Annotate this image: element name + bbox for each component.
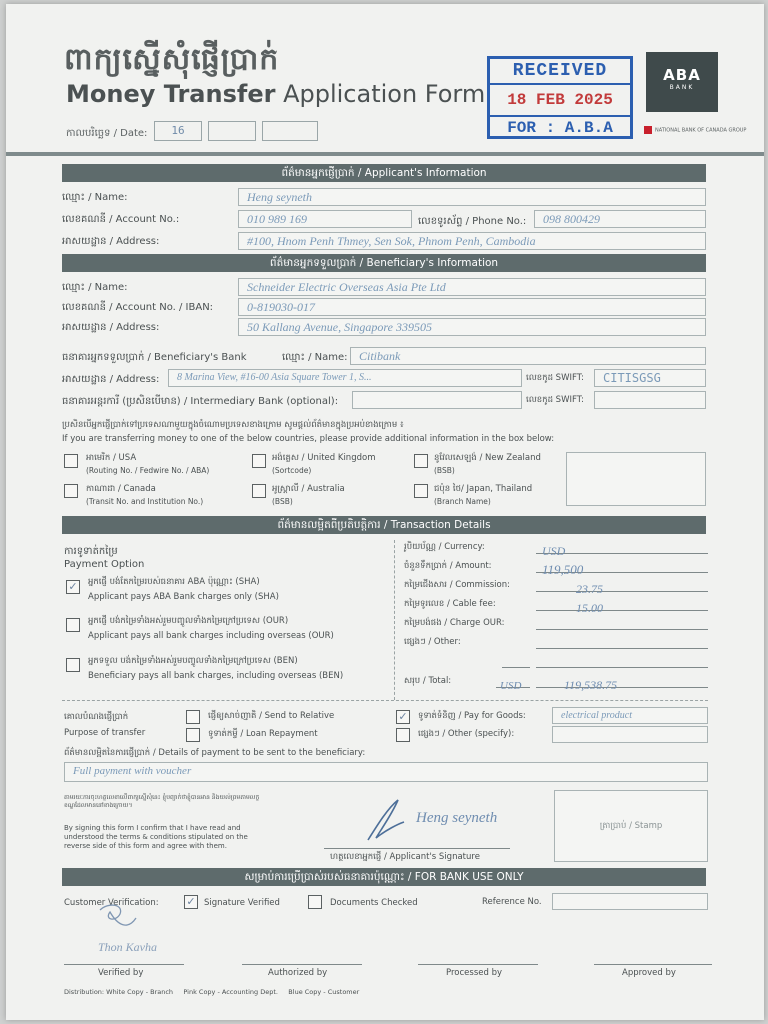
applicant-phone-label: លេខទូរស័ព្ទ / Phone No.: <box>418 216 527 227</box>
aba-logo: ABA BANK <box>646 52 718 112</box>
blank-currency-line <box>502 654 530 668</box>
bank-name-field[interactable]: Citibank <box>350 347 706 365</box>
cable-fee-field[interactable]: 15.00 <box>536 597 708 611</box>
officer-name: Thon Kavha <box>98 940 158 954</box>
ben-checkbox[interactable] <box>66 658 80 672</box>
pay-goods-label: ទូទាត់ទំនិញ / Pay for Goods: <box>418 711 526 721</box>
australia-checkbox[interactable] <box>252 484 266 498</box>
currency-label: រូបិយប័ណ្ណ / Currency: <box>404 542 485 552</box>
consent-kh-text: តាមរយៈការចុះហត្ថលេខាលើពាក្យស្នើសុំនេះ ខ្ញុំបញ្ជាក់ថាខ្ញុំបានអាន និងយល់ព្រមតាមលក្ខខណ្ឌដែលមាននៅខាងក្រោយ។ <box>64 794 260 809</box>
send-relative-label: ផ្ញើឲ្យសាច់ញាតិ / Send to Relative <box>208 711 335 721</box>
sha-label: Applicant pays ABA Bank charges only (SHA) <box>88 592 279 602</box>
japan-thailand-sub-label: (Branch Name) <box>434 497 491 506</box>
beneficiary-address-field[interactable]: 50 Kallang Avenue, Singapore 339505 <box>238 318 706 336</box>
date-year-field[interactable] <box>262 121 318 141</box>
applicant-signature-name: Heng seyneth <box>416 810 498 826</box>
our-kh-label: អ្នកផ្ញើ បង់កម្រៃទាំងអស់រួមបញ្ចូលទាំងកម្រៃក្រៅប្រទេស (OUR) <box>88 616 289 626</box>
applicant-section-header: ព័ត៌មានអ្នកផ្ញើប្រាក់ / Applicant's Information <box>62 164 706 182</box>
approved-by-label: Approved by <box>622 968 676 978</box>
ben-label: Beneficiary pays all bank charges, including overseas (BEN) <box>88 671 344 681</box>
other-purpose-checkbox[interactable] <box>396 728 410 742</box>
nbc-logo-icon <box>644 126 652 134</box>
distribution-note: Distribution: White Copy - Branch Pink Copy - Accounting Dept. Blue Copy - Customer <box>64 988 360 996</box>
other-purpose-field[interactable] <box>552 726 708 743</box>
applicant-name-label: ឈ្មោះ / Name: <box>62 192 128 203</box>
amount-field[interactable]: 119,500 <box>536 559 708 573</box>
processed-by-label: Processed by <box>446 968 502 978</box>
commission-label: កម្រៃជើងសារ / Commission: <box>404 580 510 590</box>
officer-signature-scribble <box>94 900 150 936</box>
intermediary-field[interactable] <box>352 391 522 409</box>
stamp-box[interactable]: ត្រាប្រាប់ / Stamp <box>554 790 708 862</box>
payment-details-label: ព័ត៌មានលម្អិតនៃការផ្ញើប្រាក់ / Details of payment to be sent to the beneficiary: <box>64 748 366 758</box>
loan-repayment-checkbox[interactable] <box>186 728 200 742</box>
charge-our-label: កម្រៃបង់ផង / Charge OUR: <box>404 618 505 628</box>
purpose-divider <box>62 700 708 701</box>
other-fee-label: ផ្សេងៗ / Other: <box>404 637 461 647</box>
usa-checkbox[interactable] <box>64 454 78 468</box>
intermediary-label: ធនាគារអន្តរការី (ប្រសិនបើមាន) / Intermediary Bank (optional): <box>62 396 339 407</box>
bank-address-field[interactable]: 8 Marina View, #16-00 Asia Square Tower 1, S... <box>168 369 522 387</box>
received-stamp: RECEIVED 18 FEB 2025 FOR : A.B.A <box>487 56 633 139</box>
canada-checkbox[interactable] <box>64 484 78 498</box>
loan-repayment-label: ទូទាត់កម្ចី / Loan Repayment <box>208 729 318 739</box>
countries-intro-kh: ប្រសិនបើអ្នកផ្ញើប្រាក់ទៅប្រទេសណាមួយក្នុងចំណោមប្រទេសខាងក្រោម សូមផ្តល់ព័ត៌មានក្នុងប្រអប់ខាងក្រោម ៖ <box>62 420 404 430</box>
application-form <box>6 4 764 1020</box>
bank-name-label: ឈ្មោះ / Name: <box>282 352 348 363</box>
authorized-by-label: Authorized by <box>268 968 328 978</box>
verified-by-line[interactable] <box>64 964 184 965</box>
bank-use-section-header: សម្រាប់ការប្រើប្រាស់របស់ធនាគារប៉ុណ្ណោះ / FOR BANK USE ONLY <box>62 868 706 886</box>
beneficiary-section-header: ព័ត៌មានអ្នកទទួលប្រាក់ / Beneficiary's Information <box>62 254 706 272</box>
signature-verified-label: Signature Verified <box>204 898 280 908</box>
australia-sub-label: (BSB) <box>272 497 293 506</box>
japan-thailand-checkbox[interactable] <box>414 484 428 498</box>
nbc-group-label: NATIONAL BANK OF CANADA GROUP <box>644 126 746 134</box>
applicant-address-field[interactable]: #100, Hnom Penh Thmey, Sen Sok, Phnom Penh, Cambodia <box>238 232 706 250</box>
swift-field[interactable]: CITISGSG <box>594 369 706 387</box>
signature-verified-checkbox[interactable]: ✓ <box>184 895 198 909</box>
beneficiary-name-label: ឈ្មោះ / Name: <box>62 282 128 293</box>
applicant-signature-line[interactable] <box>324 848 510 849</box>
processed-by-line[interactable] <box>418 964 538 965</box>
swift2-field[interactable] <box>594 391 706 409</box>
sha-checkbox[interactable]: ✓ <box>66 580 80 594</box>
swift2-label: លេខកូដ SWIFT: <box>526 395 584 405</box>
uk-label: អង់គ្លេស / United Kingdom <box>272 453 376 463</box>
date-month-field[interactable] <box>208 121 256 141</box>
commission-field[interactable]: 23.75 <box>536 578 708 592</box>
payment-option-kh: ការទូទាត់កម្រៃ <box>64 546 118 557</box>
country-info-box[interactable] <box>566 452 706 506</box>
japan-thailand-label: ជប៉ុន ថៃ/ Japan, Thailand <box>434 484 533 494</box>
applicant-signature-label: ហត្ថលេខាអ្នកផ្ញើ / Applicant's Signature <box>330 852 480 862</box>
swift-label: លេខកូដ SWIFT: <box>526 373 584 383</box>
sha-kh-label: អ្នកផ្ញើ បង់តែកម្រៃរបស់ធនាគារ ABA ប៉ុណ្ណោះ (SHA) <box>88 577 260 587</box>
amount-label: ចំនួនទឹកប្រាក់ / Amount: <box>404 561 492 571</box>
beneficiary-name-field[interactable]: Schneider Electric Overseas Asia Pte Ltd <box>238 278 706 296</box>
transaction-section-header: ព័ត៌មានលម្អិតពីប្រតិបត្តិការ / Transaction Details <box>62 516 706 534</box>
our-checkbox[interactable] <box>66 618 80 632</box>
documents-checked-checkbox[interactable] <box>308 895 322 909</box>
pay-goods-field[interactable]: electrical product <box>552 707 708 724</box>
canada-sub-label: (Transit No. and Institution No.) <box>86 497 204 506</box>
title-khmer: ពាក្យស្នើសុំផ្ញើប្រាក់ <box>64 42 280 77</box>
consent-en-text: By signing this form I confirm that I have read and understood the terms & conditions stipulated on the reverse side of this form and agree with them. <box>64 824 248 850</box>
canada-label: កាណាដា / Canada <box>86 484 156 494</box>
documents-checked-label: Documents Checked <box>330 898 418 908</box>
send-relative-checkbox[interactable] <box>186 710 200 724</box>
date-label: កាលបរិច្ឆេទ / Date: <box>66 128 148 139</box>
uk-checkbox[interactable] <box>252 454 266 468</box>
verified-by-label: Verified by <box>98 968 144 978</box>
purpose-label: Purpose of transfer <box>64 728 146 738</box>
applicant-name-field[interactable]: Heng seyneth <box>238 188 706 206</box>
payment-details-field[interactable]: Full payment with voucher <box>64 762 708 782</box>
total-label: សរុប / Total: <box>404 676 452 686</box>
currency-field[interactable]: USD <box>536 540 708 554</box>
applicant-account-label: លេខគណនី / Account No.: <box>62 214 180 225</box>
approved-by-line[interactable] <box>594 964 712 965</box>
beneficiary-account-field[interactable]: 0-819030-017 <box>238 298 706 316</box>
header-divider <box>6 152 764 156</box>
blank-amount-line <box>536 654 708 668</box>
total-currency-field[interactable]: USD <box>496 674 530 688</box>
beneficiary-address-label: អាសយដ្ឋាន / Address: <box>62 322 160 333</box>
applicant-address-label: អាសយដ្ឋាន / Address: <box>62 236 160 247</box>
applicant-phone-field[interactable]: 098 800429 <box>534 210 706 228</box>
beneficiary-account-label: លេខគណនី / Account No. / IBAN: <box>62 302 214 313</box>
reference-field[interactable] <box>552 893 708 910</box>
pay-goods-checkbox[interactable]: ✓ <box>396 710 410 724</box>
date-day-field[interactable]: 16 <box>154 121 202 141</box>
charge-our-field[interactable] <box>536 616 708 630</box>
bank-address-label: អាសយដ្ឋាន / Address: <box>62 374 160 385</box>
other-fee-field[interactable] <box>536 635 708 649</box>
usa-sub-label: (Routing No. / Fedwire No. / ABA) <box>86 466 210 475</box>
payment-option-label: Payment Option <box>64 559 145 570</box>
nz-label: នូវែលសេឡង់ / New Zealand <box>434 453 541 463</box>
total-amount-field[interactable]: 119,538.75 <box>536 674 708 688</box>
australia-label: អូស្ត្រាលី / Australia <box>272 484 345 494</box>
beneficiary-bank-label: ធនាគារអ្នកទទួលប្រាក់ / Beneficiary's Bank <box>62 352 247 363</box>
title-english: Money Transfer Application Form <box>66 80 486 108</box>
customer-verification-label: Customer Verification: <box>64 898 159 908</box>
nz-checkbox[interactable] <box>414 454 428 468</box>
uk-sub-label: (Sortcode) <box>272 466 312 475</box>
other-purpose-label: ផ្សេងៗ / Other (specify): <box>418 729 515 739</box>
usa-label: អាមេរិក / USA <box>86 453 137 463</box>
authorized-by-line[interactable] <box>242 964 362 965</box>
nz-sub-label: (BSB) <box>434 466 455 475</box>
reference-label: Reference No. <box>482 897 542 907</box>
cable-fee-label: កម្រៃទូរលេខ / Cable fee: <box>404 599 496 609</box>
applicant-account-field[interactable]: 010 989 169 <box>238 210 412 228</box>
transaction-divider <box>394 540 395 700</box>
ben-kh-label: អ្នកទទួល បង់កម្រៃទាំងអស់រួមបញ្ចូលទាំងកម្រៃក្រៅប្រទេស (BEN) <box>88 656 298 666</box>
countries-intro-en: If you are transferring money to one of the below countries, please provide additional information in the box below: <box>62 434 555 444</box>
purpose-kh-label: គោលបំណងផ្ញើប្រាក់ <box>64 712 129 722</box>
our-label: Applicant pays all bank charges including overseas (OUR) <box>88 631 334 641</box>
